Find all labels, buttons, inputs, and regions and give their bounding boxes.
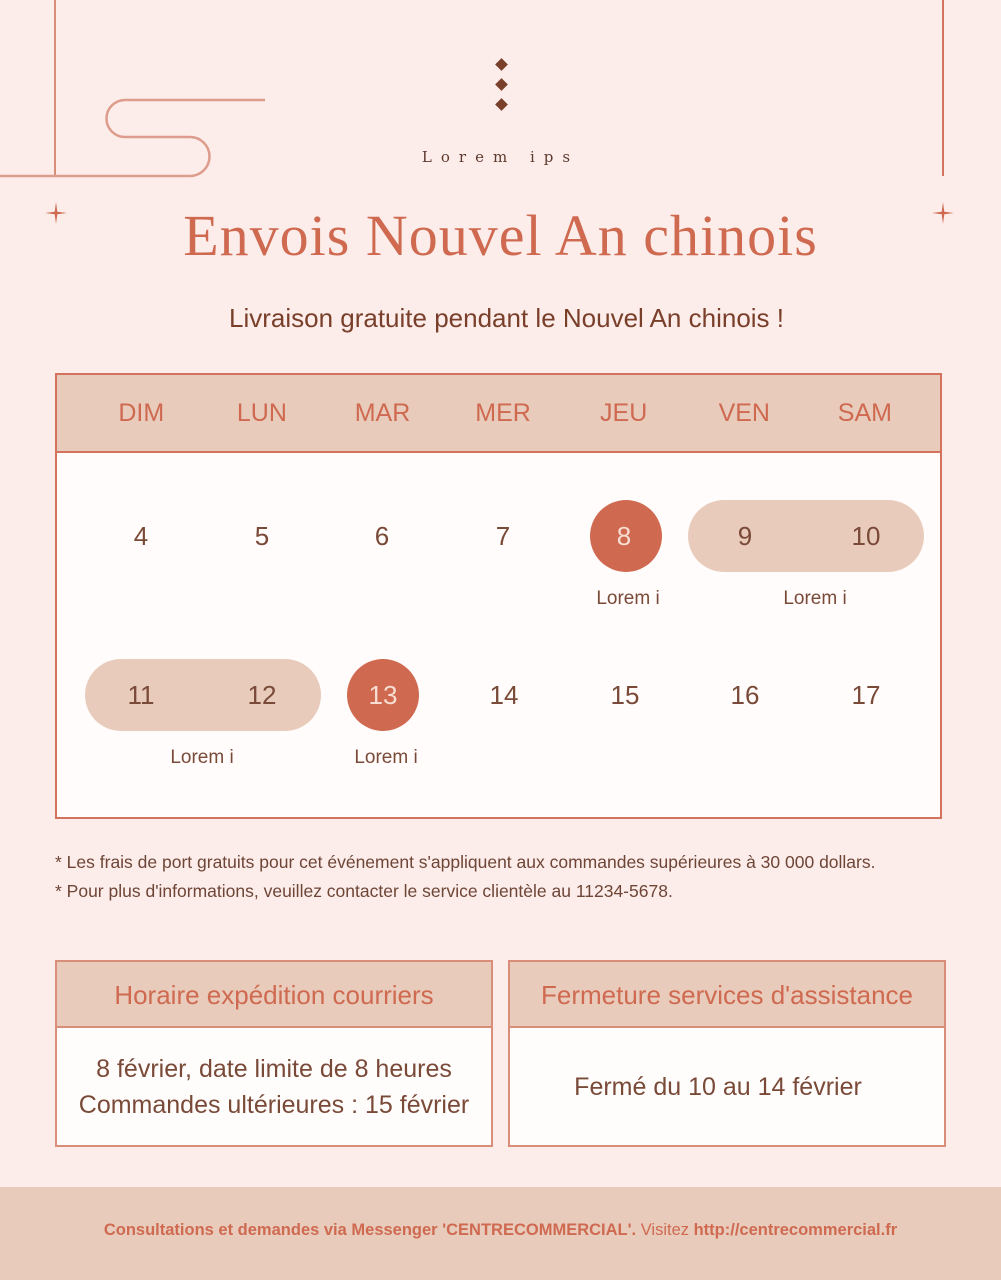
day-of-week-tuesday: MAR [354, 398, 411, 427]
day-of-week-thursday: JEU [600, 398, 648, 427]
calendar-week-1 [81, 500, 925, 609]
footer-visit-text: Visitez [636, 1221, 694, 1239]
event-label: Lorem i [170, 747, 234, 768]
page-title: Envois Nouvel An chinois [183, 203, 818, 268]
footnotes [55, 848, 875, 906]
day-of-week-monday: LUN [236, 398, 287, 427]
diamond-ornament-icon [492, 60, 510, 120]
footer [0, 1187, 1001, 1280]
calendar-day[interactable]: 7 [495, 521, 511, 551]
calendar-day-highlighted[interactable]: 13 [368, 680, 398, 710]
calendar-day-highlighted[interactable]: 8 [616, 521, 632, 551]
footer-contact-text: Consultations et demandes via Messenger 'CENTRECOMMERCIAL'. [103, 1221, 637, 1239]
calendar [55, 373, 942, 819]
calendar-day[interactable]: 17 [851, 680, 881, 710]
shipping-schedule-title: Horaire expédition courriers [57, 962, 491, 1028]
brand-name: Lorem ips [421, 148, 580, 166]
day-of-week-friday: VEN [718, 398, 770, 427]
decorative-curve-icon [0, 90, 270, 185]
support-closure-title: Fermeture services d'assistance [510, 962, 944, 1028]
event-label: Lorem i [783, 588, 847, 609]
calendar-day-highlighted[interactable]: 10 [851, 521, 881, 551]
calendar-day[interactable]: 16 [730, 680, 760, 710]
event-label: Lorem i [596, 588, 660, 609]
footnote-contact: * Pour plus d'informations, veuillez contacter le service clientèle au 11234-5678. [55, 881, 673, 901]
shipping-schedule-box [55, 960, 493, 1147]
calendar-day-highlighted[interactable]: 12 [247, 680, 277, 710]
support-closure-box [508, 960, 946, 1147]
calendar-day[interactable]: 6 [374, 521, 390, 551]
calendar-day[interactable]: 14 [489, 680, 519, 710]
calendar-day-highlighted[interactable]: 9 [737, 521, 753, 551]
calendar-week-2 [81, 659, 925, 768]
calendar-day[interactable]: 4 [133, 521, 149, 551]
footer-website-link[interactable]: http://centrecommercial.fr [693, 1221, 898, 1239]
event-label: Lorem i [354, 747, 418, 768]
shipping-schedule-line: Commandes ultérieures : 15 février [78, 1090, 470, 1119]
day-of-week-wednesday: MER [475, 398, 531, 427]
calendar-day[interactable]: 5 [254, 521, 270, 551]
shipping-schedule-line: 8 février, date limite de 8 heures [96, 1054, 452, 1083]
calendar-header [57, 375, 940, 453]
support-closure-line: Fermé du 10 au 14 février [574, 1072, 862, 1101]
day-of-week-saturday: SAM [837, 398, 892, 427]
page-subtitle: Livraison gratuite pendant le Nouvel An chinois ! [228, 303, 784, 333]
calendar-day[interactable]: 15 [610, 680, 640, 710]
day-of-week-sunday: DIM [118, 398, 165, 427]
calendar-day-highlighted[interactable]: 11 [127, 680, 155, 710]
footnote-shipping-threshold: * Les frais de port gratuits pour cet événement s'appliquent aux commandes supérieures à 30 000 dollars. [55, 852, 876, 872]
